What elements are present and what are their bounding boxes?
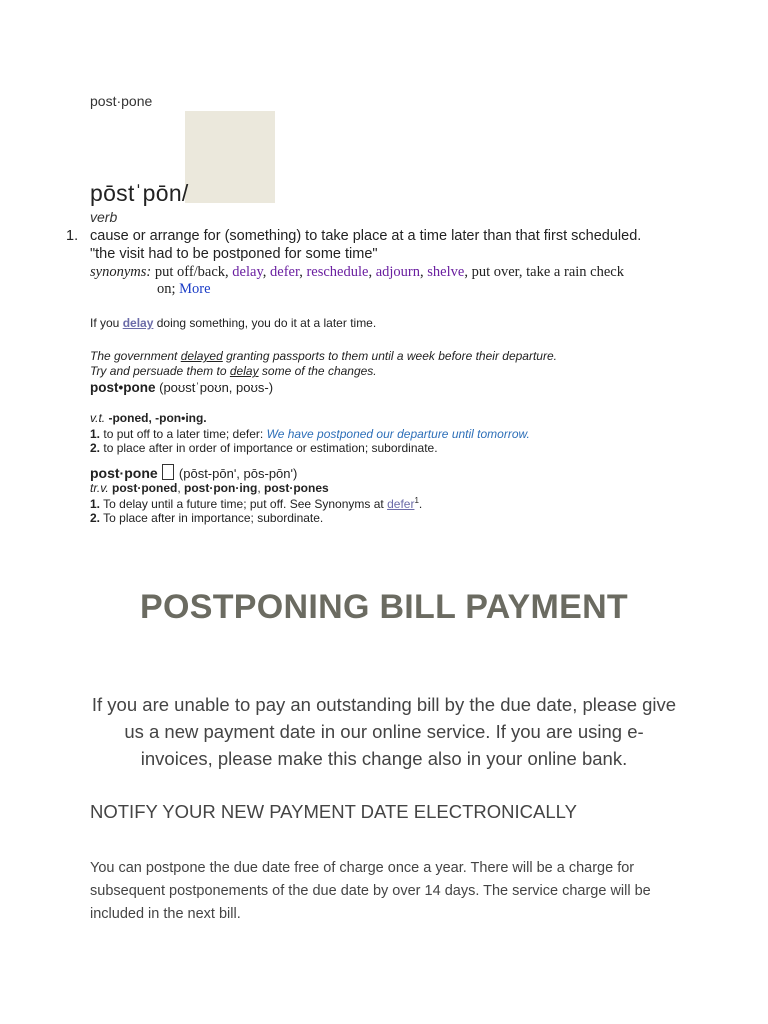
article-body: You can postpone the due date free of charge once a year. There will be a charge for subsequent postponements of the due date by over 14 days. The service charge will be included in the next bill. [90,860,651,922]
def-number: 1. [90,427,101,441]
image-placeholder [185,111,275,203]
def-text: To place after in importance; subordinate. [103,511,324,525]
def-number: 2. [90,511,101,525]
def-example: We have postponed our departure until tomorrow. [266,427,530,441]
heritage-inflection: post·poned [112,481,178,495]
defer-superscript: 1 [414,496,419,505]
cobuild-example-1 [90,349,557,364]
heritage-def-2 [90,511,323,525]
synonym-text: put off/back, [154,264,229,280]
heritage-inflection: post·pones [264,481,329,495]
cobuild-definition [90,316,376,330]
example-keyword: delayed [180,349,223,363]
webster-forms [90,411,207,425]
def-number: 2. [90,441,101,455]
more-link[interactable]: More [179,281,211,297]
article-intro: If you are unable to pay an outstanding bill by the due date, please give us a new payment date in our online service. If you are using e-invoices, please make this change also in your online bank. [91,694,677,769]
audio-icon[interactable] [162,464,174,480]
example-text: Try and persuade them to [90,364,227,378]
example-text: some of the changes. [261,364,377,378]
sense-definition: cause or arrange for (something) to take place at a time later than that first scheduled. [90,228,642,244]
synonyms-label: synonyms: [90,264,152,280]
synonym-link-delay[interactable]: delay [232,264,263,280]
heritage-pronunciation: (pōst-pōnʹ, pōs-pōnʹ) [178,466,298,481]
cobuild-examples [90,349,557,379]
synonyms-line: synonyms: put off/back, delay, defer, reschedule, adjourn, shelve, put over, take a rain check [90,264,624,280]
synonym-link-defer[interactable]: defer [270,264,300,280]
article-subheading: NOTIFY YOUR NEW PAYMENT DATE ELECTRONICALLY [90,801,577,822]
def-text: To delay until a future time; put off. See Synonyms at [103,497,384,511]
example-keyword: delay [229,364,259,378]
synonym-text-tail: put over, take a rain check [471,264,624,280]
synonym-on: on; [157,281,176,297]
example-text: granting passports to them until a week before their departure. [226,349,557,363]
heritage-pos: tr.v. [90,481,109,495]
webster-inflections: -poned, -pon•ing. [108,411,207,425]
cobuild-example-2 [90,364,557,379]
def-number: 1. [90,497,101,511]
synonym-link-shelve[interactable]: shelve [427,264,465,280]
webster-def-2 [90,441,438,455]
webster-pronunciation: (poʊstˈpoʊn, poʊs-) [159,380,274,395]
synonyms-line-2 [157,281,211,298]
cobuild-text: If you [90,316,120,330]
sense-number: 1. [66,228,79,244]
example-text: The government [90,349,178,363]
def-text: to put off to a later time; defer: [103,427,264,441]
heritage-entry-head [90,464,297,481]
webster-pos: v.t. [90,411,106,425]
delay-link[interactable]: delay [122,316,154,330]
synonym-link-reschedule[interactable]: reschedule [306,264,369,280]
sense-example: "the visit had to be postponed for some time" [90,246,378,262]
article-title: POSTPONING BILL PAYMENT [140,588,628,626]
pronunciation: pōstˈpōn/ [90,180,189,206]
cobuild-text-post: doing something, you do it at a later time. [156,316,377,330]
headword: post·pone [90,93,153,109]
defer-link[interactable]: defer [387,497,415,511]
heritage-inflection: post·pon·ing [184,481,258,495]
heritage-forms: tr.v. post·poned, post·pon·ing, post·pones [90,481,329,495]
webster-headword: post•pone [90,380,156,395]
webster-def-1 [90,427,530,441]
heritage-headword: post·pone [90,465,158,481]
heritage-def-1: 1. To delay until a future time; put off. See Synonyms at defer$^1$. [90,496,423,511]
synonym-link-adjourn[interactable]: adjourn [375,264,421,280]
webster-entry-head [90,380,273,395]
def-text: to place after in order of importance or estimation; subordinate. [103,441,438,455]
part-of-speech: verb [90,209,118,225]
